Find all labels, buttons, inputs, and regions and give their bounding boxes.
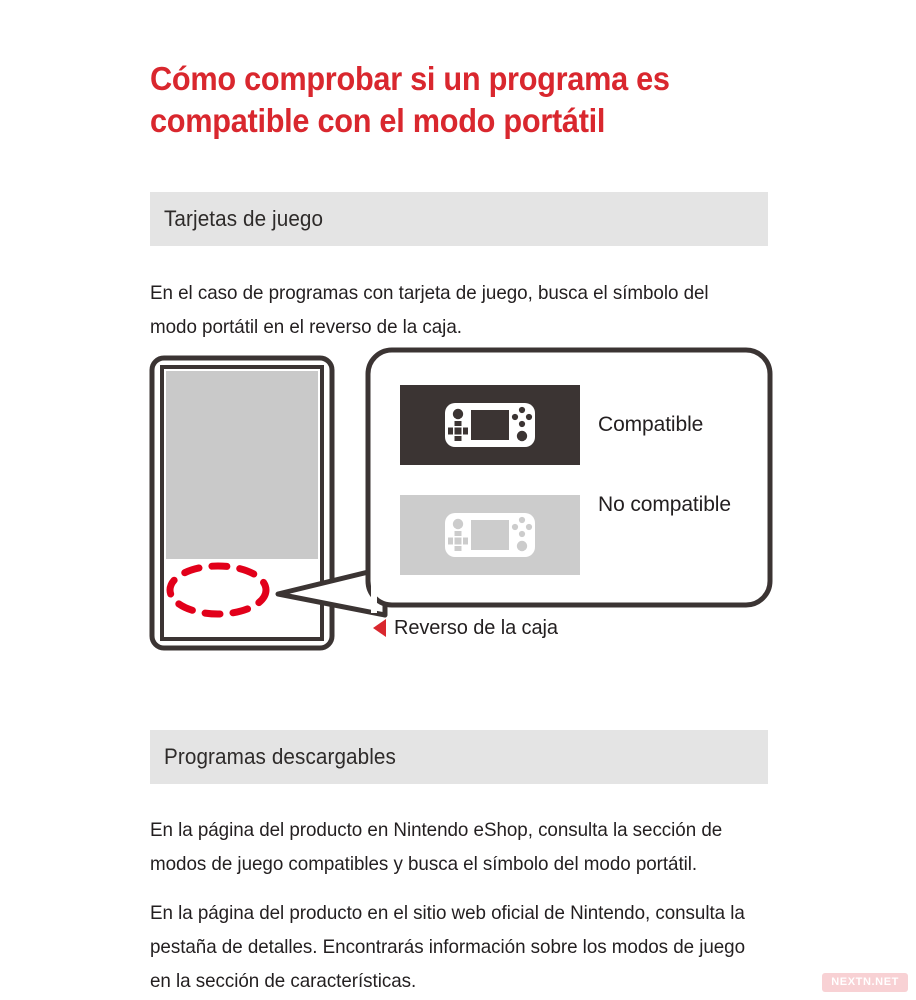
section-header-label: Programas descargables: [164, 744, 396, 769]
game-card-box-diagram: [140, 340, 790, 670]
box-caption: [373, 616, 558, 640]
page-title: Cómo comprobar si un programa es compatible con el modo portátil: [150, 60, 670, 140]
section-header-game-cards: [150, 192, 768, 246]
badge-label-compatible: Compatible: [598, 413, 704, 436]
section-header-downloadable-software: [150, 730, 768, 784]
badge-not-compatible: [400, 495, 580, 575]
handheld-mode-icon-not-compatible: [445, 513, 535, 557]
paragraph-eshop: En la página del producto en Nintendo eShop, consulta la sección de modos de juego compatibles y busca el símbolo del modo portátil.: [150, 818, 723, 875]
box-caption-label: Reverso de la caja: [394, 617, 558, 639]
badge-label-not-compatible: No compatible: [598, 493, 731, 516]
triangle-left-icon: [373, 619, 386, 637]
paragraph-game-cards: En el caso de programas con tarjeta de juego, busca el símbolo del modo portátil en el reverso de la caja.: [150, 281, 709, 338]
section-header-label: Tarjetas de juego: [164, 206, 324, 231]
watermark: NEXTN.NET: [822, 973, 908, 992]
handheld-mode-icon-compatible: [445, 403, 535, 447]
paragraph-website: En la página del producto en el sitio web oficial de Nintendo, consulta la pestaña de detalles. Encontrarás información sobre los modos de juego en la sección de características.: [150, 901, 746, 992]
badge-compatible: [400, 385, 580, 465]
